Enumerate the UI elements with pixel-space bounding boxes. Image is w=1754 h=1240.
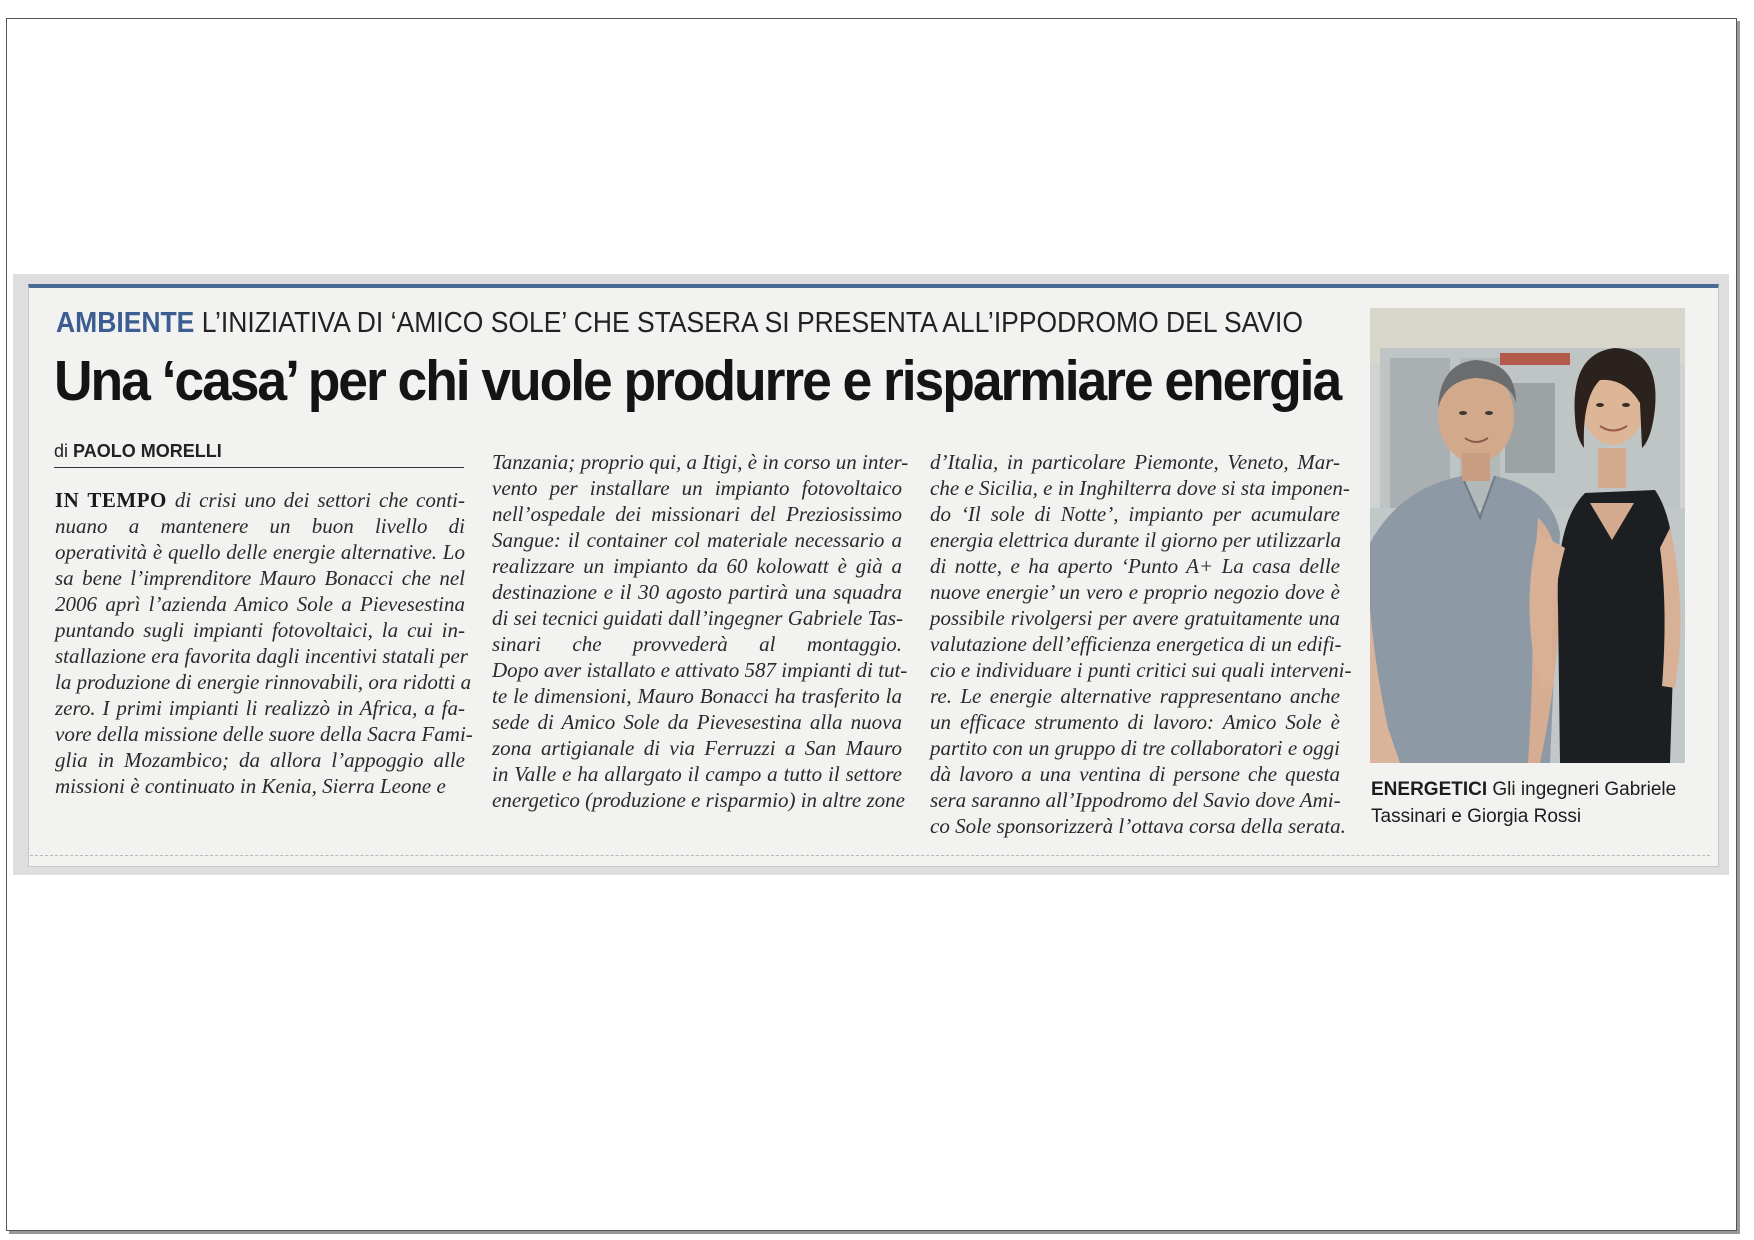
article-line — [930, 579, 1340, 605]
article-line-text: dà lavoro a una ventina di persone che questa — [930, 762, 1340, 786]
article-line — [930, 709, 1340, 735]
article-line-text: vore della missione delle suore della Sacra Fami- — [55, 722, 473, 746]
article-line — [55, 721, 473, 747]
article-line — [55, 695, 465, 721]
article-line-text: co Sole sponsorizzerà l’ottava corsa della serata. — [930, 814, 1346, 838]
article-line — [55, 643, 468, 669]
article-line-text: sede di Amico Sole da Pievesestina alla nuova — [492, 710, 902, 734]
article-line-text: in Valle e ha allargato il campo a tutto il settore — [492, 762, 902, 786]
article-line-text: nuove energie’ un vero e proprio negozio dove è — [930, 580, 1340, 604]
article-line-text: energia elettrica durante il giorno per utilizzarla — [930, 528, 1342, 552]
article-line-text: glia in Mozambico; da allora l’appoggio alle — [55, 748, 465, 772]
article-line — [492, 761, 902, 787]
article-line — [930, 449, 1340, 475]
article-line — [930, 553, 1340, 579]
article-line-text: Sangue: il container col materiale necessario a — [492, 528, 902, 552]
article-line-text: nell’ospedale dei missionari del Preziosissimo — [492, 502, 902, 526]
article-line — [930, 657, 1352, 683]
article-line-text: di notte, e ha aperto ‘Punto A+ La casa delle — [930, 554, 1340, 578]
article-line-text: 2006 aprì l’azienda Amico Sole a Pievesestina — [55, 592, 465, 616]
article-line — [492, 449, 909, 475]
caption-label: ENERGETICI — [1371, 779, 1488, 800]
article-line — [492, 735, 902, 761]
article-line-text: energetico (produzione e risparmio) in altre zone — [492, 788, 905, 812]
article-line-text: do ‘Il sole di Notte’, impianto per acumulare — [930, 502, 1340, 526]
article-line — [55, 513, 465, 539]
article-line — [492, 605, 902, 631]
article-line — [930, 787, 1340, 813]
article-line-text: valutazione dell’efficienza energetica di un edifi- — [930, 632, 1342, 656]
article-line-text: re. Le energie alternative rappresentano anche — [930, 684, 1340, 708]
article-line-text: un efficace strumento di lavoro: Amico Sole è — [930, 710, 1340, 734]
article-photo — [1370, 308, 1685, 763]
article-line — [930, 761, 1340, 787]
article-line-text: zero. I primi impianti li realizzò in Africa, a fa- — [55, 696, 465, 720]
article-line-text: cio e individuare i punti critici sui quali interveni- — [930, 658, 1352, 682]
article-line — [930, 527, 1340, 553]
article-line — [492, 631, 902, 657]
article-line-text: operatività è quello delle energie alternative. Lo — [55, 540, 465, 564]
article-line-text: zona artigianale di via Ferruzzi a San Mauro — [492, 736, 902, 760]
article-line — [492, 501, 902, 527]
article-line-text: vento per installare un impianto fotovoltaico — [492, 476, 902, 500]
kicker — [56, 306, 1303, 340]
article-line — [55, 565, 465, 591]
article-line — [492, 709, 902, 735]
article-line-text: te le dimensioni, Mauro Bonacci ha trasferito la — [492, 684, 902, 708]
article-line-text: realizzare un impianto da 60 kolowatt è già a — [492, 554, 902, 578]
article-line — [55, 591, 465, 617]
article-line — [55, 773, 465, 799]
article-line — [930, 631, 1340, 657]
article-line — [492, 657, 908, 683]
article-line — [492, 553, 902, 579]
article-line-text: Dopo aver istallato e attivato 587 impianti di tut- — [492, 658, 908, 682]
article-line — [492, 683, 902, 709]
byline-author: PAOLO MORELLI — [73, 441, 222, 461]
article-line — [492, 527, 902, 553]
article-line-text: d’Italia, in particolare Piemonte, Veneto, Mar- — [930, 450, 1340, 474]
kicker-text: L’INIZIATIVA DI ‘AMICO SOLE’ CHE STASERA SI PRESENTA ALL’IPPODROMO DEL SAVIO — [201, 307, 1303, 339]
article-line — [492, 475, 902, 501]
lead-in: IN TEMPO — [55, 488, 167, 512]
article-line-text: la produzione di energie rinnovabili, ora ridotti a — [55, 670, 472, 694]
article-line — [55, 747, 465, 773]
caption-text: Gli ingegneri Gabriele Tassinari e Giorgia Rossi — [1371, 779, 1677, 827]
article-line — [55, 669, 472, 695]
article-line-text: stallazione era favorita dagli incentivi statali per — [55, 644, 468, 668]
article-line — [55, 617, 465, 643]
article-line — [492, 787, 905, 813]
article-line-text: possibile rivolgersi per avere gratuitamente una — [930, 606, 1340, 630]
headline: Una ‘casa’ per chi vuole produrre e risparmiare energia — [54, 349, 1341, 413]
article-line-text: Tanzania; proprio qui, a Itigi, è in corso un inter- — [492, 450, 909, 474]
article-line — [55, 539, 465, 565]
article-line — [492, 579, 902, 605]
article-line-text: di crisi uno dei settori che conti- — [166, 488, 465, 512]
article-line-text: missioni è continuato in Kenia, Sierra Leone e — [55, 774, 446, 798]
article-line-text: nuano a mantenere un buon livello di — [55, 514, 465, 538]
byline — [54, 441, 222, 462]
article-line-text: partito con un gruppo di tre collaboratori e oggi — [930, 736, 1340, 760]
section-label: AMBIENTE — [56, 307, 195, 339]
article-line — [930, 501, 1340, 527]
article-line — [930, 813, 1346, 839]
article-line — [55, 487, 465, 513]
byline-rule — [54, 467, 464, 468]
article-line — [930, 683, 1340, 709]
article-line-text: destinazione e il 30 agosto partirà una squadra — [492, 580, 902, 604]
article-line-text: sinari che provvederà al montaggio. — [492, 632, 902, 656]
article-line-text: sera saranno all’Ippodromo del Savio dove Ami- — [930, 788, 1341, 812]
byline-prefix: di — [54, 441, 69, 461]
clipping-crop-edge — [30, 855, 1710, 856]
article-line-text: puntando sugli impianti fotovoltaici, la cui in- — [55, 618, 465, 642]
article-line — [930, 475, 1350, 501]
article-line — [930, 735, 1340, 761]
photo-caption — [1371, 776, 1691, 830]
article-line-text: sa bene l’imprenditore Mauro Bonacci che nel — [55, 566, 465, 590]
article-line — [930, 605, 1340, 631]
article-line-text: di sei tecnici guidati dall’ingegner Gabriele Tas- — [492, 606, 904, 630]
article-line-text: che e Sicilia, e in Inghilterra dove si sta imponen- — [930, 476, 1350, 500]
